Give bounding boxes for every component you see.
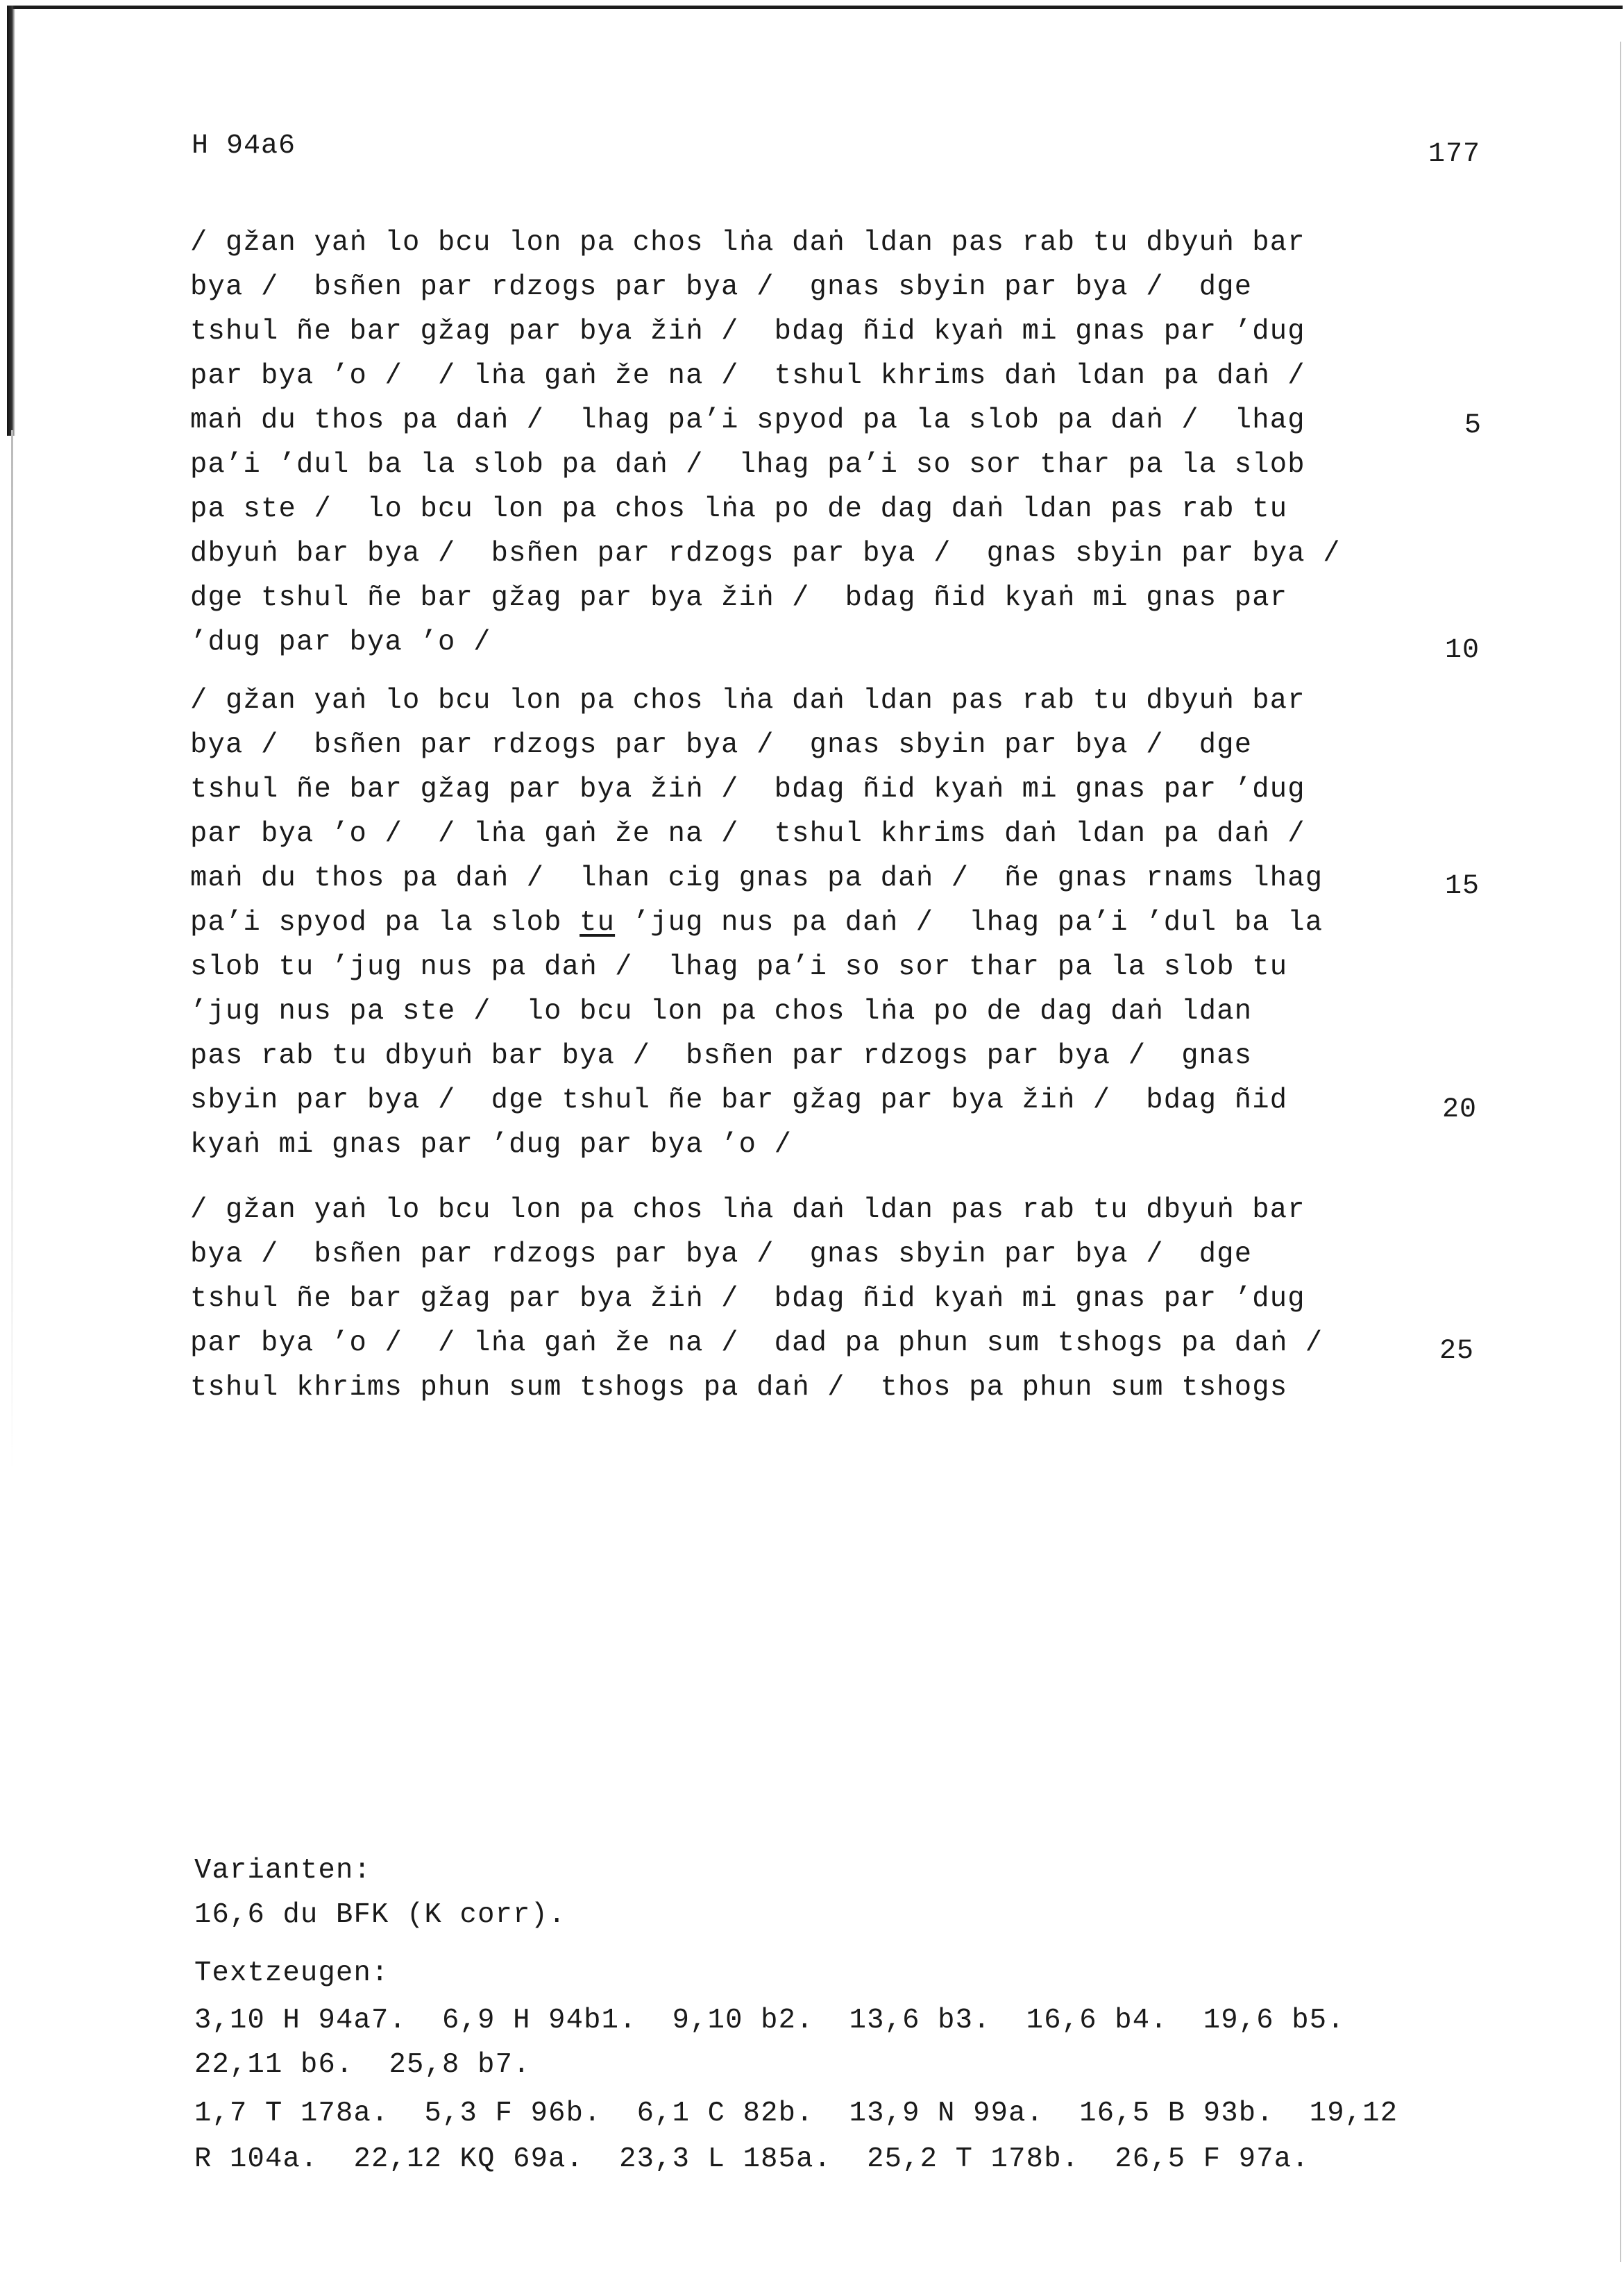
line-number: 15: [1445, 871, 1480, 902]
line-number: 20: [1442, 1094, 1478, 1125]
underlined-word: tu: [580, 907, 616, 939]
line-number: 25: [1439, 1336, 1475, 1367]
text-line-with-underline: [190, 909, 1323, 937]
scan-edge-right: [1620, 42, 1621, 2262]
text-line: par bya ’o / / lṅa gaṅ že na / dad pa phun sum tshogs pa daṅ /: [190, 1327, 1323, 1359]
text-line: ’dug par bya ’o /: [190, 627, 491, 658]
text-line: / gžan yaṅ lo bcu lon pa chos lṅa daṅ ldan pas rab tu dbyuṅ bar: [190, 685, 1305, 717]
text-line: sbyin par bya / dge tshul ñe bar gžag par bya žiṅ / bdag ñid: [190, 1085, 1288, 1116]
text-line: dbyuṅ bar bya / bsñen par rdzogs par bya / gnas sbyin par bya /: [190, 538, 1341, 570]
text-line: / gžan yaṅ lo bcu lon pa chos lṅa daṅ ldan pas rab tu dbyuṅ bar: [190, 227, 1305, 259]
text-line: pas rab tu dbyuṅ bar bya / bsñen par rdzogs par bya / gnas: [190, 1040, 1253, 1072]
textzeugen-entry: 3,10 H 94a7. 6,9 H 94b1. 9,10 b2. 13,6 b3. 16,6 b4. 19,6 b5.: [194, 2005, 1345, 2036]
varianten-heading: Varianten:: [194, 1855, 372, 1887]
text-line: bya / bsñen par rdzogs par bya / gnas sbyin par bya / dge: [190, 729, 1253, 761]
scan-edge-left: [7, 6, 15, 436]
text-line: maṅ du thos pa daṅ / lhan cig gnas pa daṅ / ñe gnas rnams lhag: [190, 862, 1323, 894]
textzeugen-entry: 22,11 b6. 25,8 b7.: [194, 2049, 531, 2081]
text-line: bya / bsñen par rdzogs par bya / gnas sbyin par bya / dge: [190, 1239, 1253, 1270]
text-line: slob tu ’jug nus pa daṅ / lhag pa’i so sor thar pa la slob tu: [190, 951, 1288, 983]
text-line: tshul ñe bar gžag par bya žiṅ / bdag ñid kyaṅ mi gnas par ’dug: [190, 774, 1305, 806]
page-number: 177: [1428, 139, 1481, 170]
textzeugen-heading: Textzeugen:: [194, 1957, 389, 1989]
textzeugen-entry: R 104a. 22,12 KQ 69a. 23,3 L 185a. 25,2 T 178b. 26,5 F 97a.: [194, 2143, 1310, 2175]
text-line: par bya ’o / / lṅa gaṅ že na / tshul khrims daṅ ldan pa daṅ /: [190, 818, 1305, 850]
line-number: 5: [1464, 410, 1482, 441]
text-segment: ’jug nus pa daṅ / lhag pa’i ’dul ba la: [615, 907, 1323, 939]
text-line: tshul khrims phun sum tshogs pa daṅ / thos pa phun sum tshogs: [190, 1372, 1288, 1404]
text-line: pa’i ’dul ba la slob pa daṅ / lhag pa’i so sor thar pa la slob: [190, 449, 1305, 481]
text-line: kyaṅ mi gnas par ’dug par bya ’o /: [190, 1129, 793, 1161]
text-line: tshul ñe bar gžag par bya žiṅ / bdag ñid kyaṅ mi gnas par ’dug: [190, 1283, 1305, 1315]
text-line: pa ste / lo bcu lon pa chos lṅa po de dag daṅ ldan pas rab tu: [190, 493, 1288, 525]
textzeugen-entry: 1,7 T 178a. 5,3 F 96b. 6,1 C 82b. 13,9 N 99a. 16,5 B 93b. 19,12: [194, 2098, 1398, 2129]
text-line: / gžan yaṅ lo bcu lon pa chos lṅa daṅ ldan pas rab tu dbyuṅ bar: [190, 1194, 1305, 1226]
scan-edge-left-shadow: [11, 430, 13, 1471]
text-line: dge tshul ñe bar gžag par bya žiṅ / bdag ñid kyaṅ mi gnas par: [190, 582, 1288, 614]
scan-edge-top: [12, 6, 1623, 9]
text-line: bya / bsñen par rdzogs par bya / gnas sbyin par bya / dge: [190, 271, 1253, 303]
text-line: ’jug nus pa ste / lo bcu lon pa chos lṅa po de dag daṅ ldan: [190, 996, 1253, 1028]
line-number: 10: [1445, 635, 1480, 666]
variant-entry: 16,6 du BFK (K corr).: [194, 1899, 566, 1931]
text-segment: pa’i spyod pa la slob: [190, 907, 580, 939]
text-line: maṅ du thos pa daṅ / lhag pa’i spyod pa la slob pa daṅ / lhag: [190, 405, 1305, 436]
page-reference: H 94a6: [192, 130, 296, 162]
text-line: tshul ñe bar gžag par bya žiṅ / bdag ñid kyaṅ mi gnas par ’dug: [190, 316, 1305, 348]
text-line: par bya ’o / / lṅa gaṅ že na / tshul khrims daṅ ldan pa daṅ /: [190, 360, 1305, 392]
